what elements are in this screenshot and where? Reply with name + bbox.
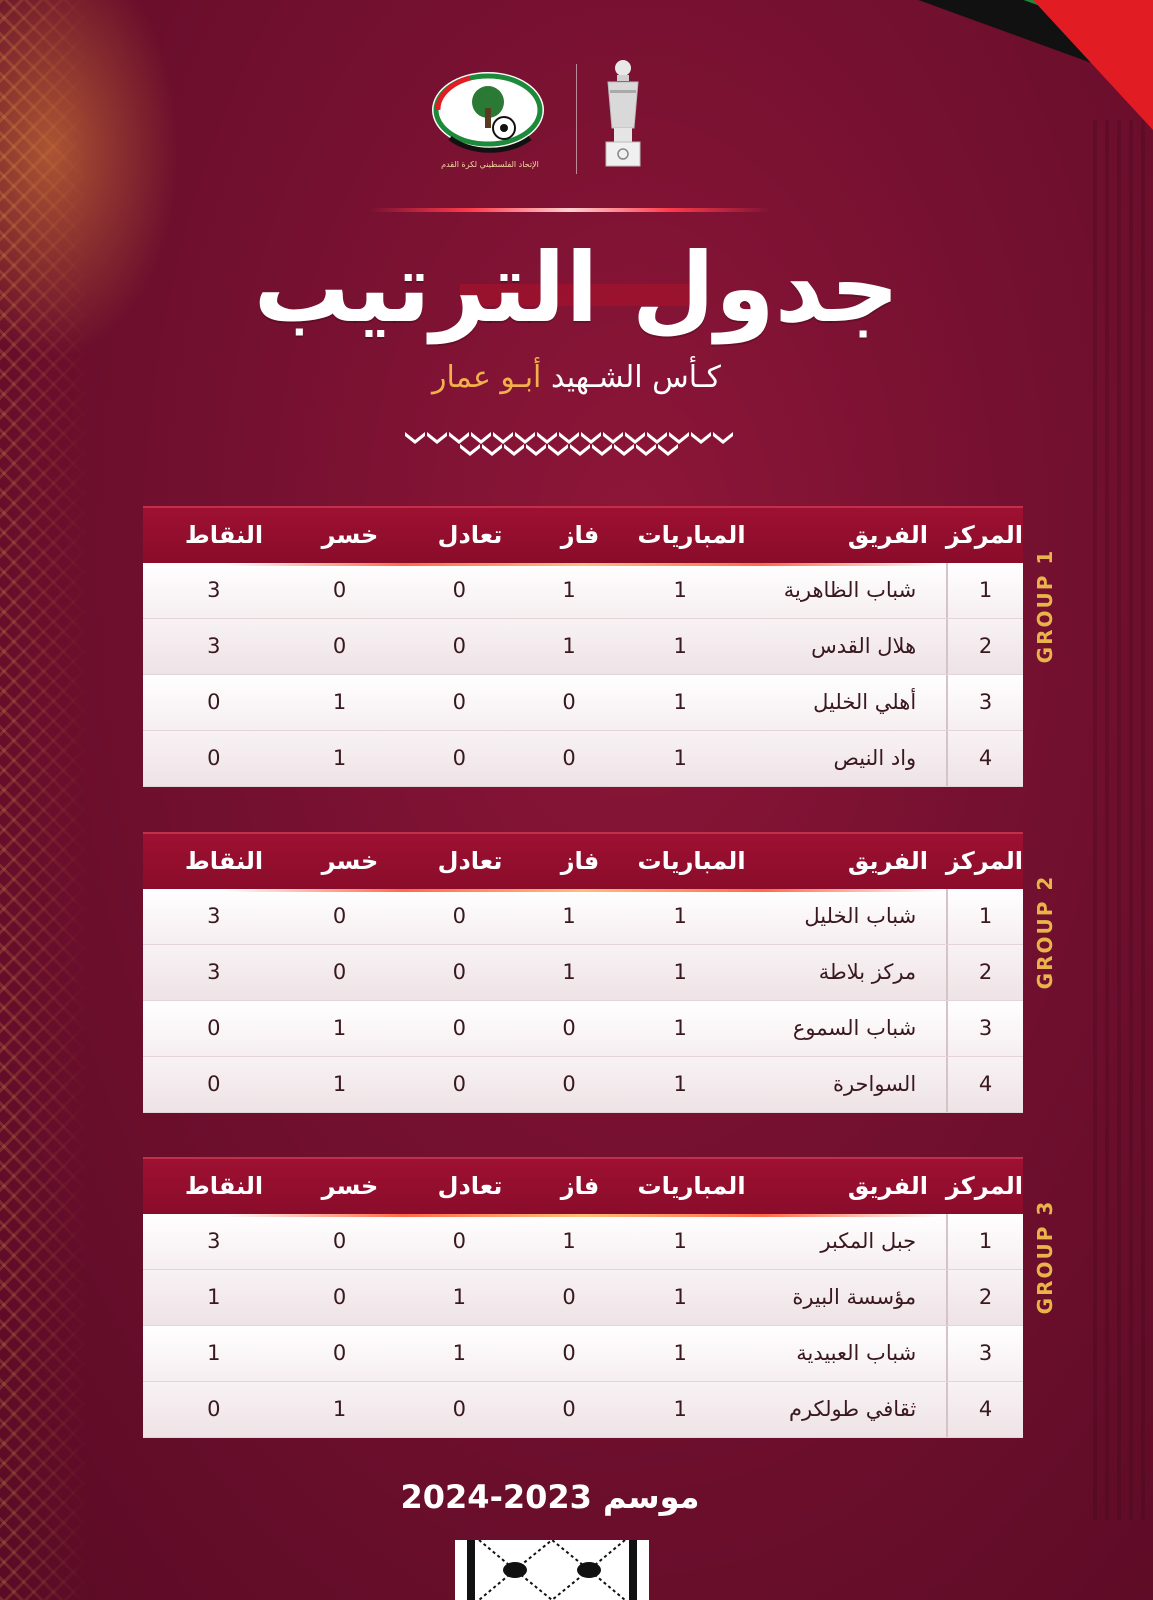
palestine-flag-decoration xyxy=(753,0,1153,150)
cell-won: 1 xyxy=(562,634,576,658)
cell-lost: 0 xyxy=(332,1285,347,1309)
cell-won: 0 xyxy=(562,1285,576,1309)
cell-team: شباب العبيدية xyxy=(796,1341,917,1365)
cell-lost: 1 xyxy=(332,1016,347,1040)
table-row xyxy=(143,563,1023,619)
cell-played: 1 xyxy=(673,690,687,714)
cell-pos: 1 xyxy=(946,889,1023,944)
cell-drawn: 0 xyxy=(452,1016,466,1040)
season-label: موسم 2023-2024 xyxy=(400,1478,700,1516)
cell-lost: 0 xyxy=(332,960,347,984)
subtitle-highlight: أبـو عمار xyxy=(432,360,542,395)
cell-team: مؤسسة البيرة xyxy=(792,1285,917,1309)
cell-points: 0 xyxy=(207,746,221,770)
col-won-header: فاز xyxy=(560,1172,600,1200)
cell-team: شباب الخليل xyxy=(804,904,917,928)
col-drawn-header: تعادل xyxy=(437,847,503,875)
col-drawn-header: تعادل xyxy=(437,521,503,549)
cell-lost: 0 xyxy=(332,634,347,658)
group-2-label: GROUP 2 xyxy=(1033,874,1057,990)
group-3-table xyxy=(143,1157,1023,1438)
col-won-header: فاز xyxy=(560,521,600,549)
cell-team: أهلي الخليل xyxy=(813,690,917,714)
logo-caption: الإتحاد الفلسطيني لكرة القدم xyxy=(441,160,539,169)
col-lost-header: خسر xyxy=(321,1172,379,1200)
cell-pos: 3 xyxy=(946,1001,1023,1056)
cell-pos: 2 xyxy=(946,619,1023,674)
group-2-table xyxy=(143,832,1023,1113)
col-team-header: الفريق xyxy=(847,521,928,549)
cell-played: 1 xyxy=(673,904,687,928)
cell-lost: 0 xyxy=(332,904,347,928)
col-pos-header: المركز xyxy=(945,847,1023,875)
cell-drawn: 0 xyxy=(452,1229,466,1253)
cell-won: 1 xyxy=(562,578,576,602)
cell-pos: 1 xyxy=(946,563,1023,618)
cell-won: 0 xyxy=(562,1072,576,1096)
cell-played: 1 xyxy=(673,1397,687,1421)
cell-points: 3 xyxy=(207,578,221,602)
cell-pos: 3 xyxy=(946,675,1023,730)
page-subtitle xyxy=(0,360,1153,395)
cell-played: 1 xyxy=(673,746,687,770)
cell-played: 1 xyxy=(673,1229,687,1253)
col-team-header: الفريق xyxy=(847,1172,928,1200)
cell-pos: 4 xyxy=(946,1057,1023,1112)
cell-pos: 3 xyxy=(946,1326,1023,1381)
cell-lost: 0 xyxy=(332,1341,347,1365)
group-1-table xyxy=(143,506,1023,787)
cell-played: 1 xyxy=(673,960,687,984)
cell-drawn: 0 xyxy=(452,690,466,714)
col-pos-header: المركز xyxy=(945,1172,1023,1200)
cell-drawn: 0 xyxy=(452,904,466,928)
table-header xyxy=(143,1157,1023,1214)
table-row xyxy=(143,1057,1023,1113)
cell-won: 0 xyxy=(562,1397,576,1421)
table-row xyxy=(143,619,1023,675)
col-drawn-header: تعادل xyxy=(437,1172,503,1200)
cell-team: شباب السموع xyxy=(792,1016,917,1040)
kufiya-pattern-icon xyxy=(455,1540,649,1600)
cell-lost: 1 xyxy=(332,746,347,770)
table-row xyxy=(143,731,1023,787)
table-row xyxy=(143,675,1023,731)
table-row xyxy=(143,1214,1023,1270)
cell-won: 1 xyxy=(562,1229,576,1253)
cell-pos: 2 xyxy=(946,945,1023,1000)
ornament-decoration xyxy=(405,430,745,460)
cell-won: 1 xyxy=(562,904,576,928)
cell-lost: 0 xyxy=(332,578,347,602)
cell-team: السواحرة xyxy=(832,1072,917,1096)
cell-team: هلال القدس xyxy=(811,634,917,658)
cell-won: 0 xyxy=(562,690,576,714)
table-header xyxy=(143,506,1023,563)
cell-drawn: 1 xyxy=(452,1341,466,1365)
cell-played: 1 xyxy=(673,1341,687,1365)
cell-won: 0 xyxy=(562,1016,576,1040)
cell-points: 0 xyxy=(207,1072,221,1096)
cell-pos: 4 xyxy=(946,1382,1023,1437)
col-played-header: المباريات xyxy=(637,521,746,549)
cell-won: 0 xyxy=(562,1341,576,1365)
col-points-header: النقاط xyxy=(184,521,264,549)
table-row xyxy=(143,1326,1023,1382)
table-body xyxy=(143,1214,1023,1438)
col-points-header: النقاط xyxy=(184,847,264,875)
cell-team: مركز بلاطة xyxy=(818,960,917,984)
cell-team: واد النيص xyxy=(833,746,917,770)
header-logos xyxy=(430,58,660,178)
table-header xyxy=(143,832,1023,889)
table-body xyxy=(143,889,1023,1113)
col-team-header: الفريق xyxy=(847,847,928,875)
cell-team: جبل المكبر xyxy=(820,1229,917,1253)
cell-lost: 1 xyxy=(332,1397,347,1421)
header-divider-line xyxy=(370,208,770,212)
cell-team: شباب الظاهرية xyxy=(783,578,917,602)
cell-points: 3 xyxy=(207,960,221,984)
cell-points: 3 xyxy=(207,904,221,928)
cell-points: 0 xyxy=(207,1016,221,1040)
cell-points: 0 xyxy=(207,1397,221,1421)
cell-played: 1 xyxy=(673,1285,687,1309)
subtitle-main: كـأس الشـهيد xyxy=(541,360,721,395)
col-played-header: المباريات xyxy=(637,847,746,875)
group-3-label: GROUP 3 xyxy=(1033,1199,1057,1315)
cell-lost: 1 xyxy=(332,1072,347,1096)
cell-won: 0 xyxy=(562,746,576,770)
trophy-icon xyxy=(598,58,648,176)
col-pos-header: المركز xyxy=(945,521,1023,549)
cell-drawn: 0 xyxy=(452,960,466,984)
cell-pos: 2 xyxy=(946,1270,1023,1325)
table-row xyxy=(143,1001,1023,1057)
cell-points: 3 xyxy=(207,1229,221,1253)
table-body xyxy=(143,563,1023,787)
cell-points: 3 xyxy=(207,634,221,658)
cell-lost: 0 xyxy=(332,1229,347,1253)
page-title: جدول الترتيب xyxy=(253,232,900,344)
cell-played: 1 xyxy=(673,1016,687,1040)
col-lost-header: خسر xyxy=(321,847,379,875)
cell-pos: 1 xyxy=(946,1214,1023,1269)
cell-points: 1 xyxy=(207,1285,221,1309)
cell-points: 1 xyxy=(207,1341,221,1365)
cell-played: 1 xyxy=(673,578,687,602)
col-points-header: النقاط xyxy=(184,1172,264,1200)
cell-drawn: 0 xyxy=(452,578,466,602)
table-row xyxy=(143,1382,1023,1438)
cell-drawn: 0 xyxy=(452,1397,466,1421)
cell-points: 0 xyxy=(207,690,221,714)
cell-lost: 1 xyxy=(332,690,347,714)
cell-drawn: 0 xyxy=(452,1072,466,1096)
cell-team: ثقافي طولكرم xyxy=(788,1397,917,1421)
cell-played: 1 xyxy=(673,1072,687,1096)
cell-pos: 4 xyxy=(946,731,1023,786)
col-lost-header: خسر xyxy=(321,521,379,549)
cell-drawn: 0 xyxy=(452,746,466,770)
col-played-header: المباريات xyxy=(637,1172,746,1200)
cell-drawn: 1 xyxy=(452,1285,466,1309)
logo-divider xyxy=(576,64,577,174)
col-won-header: فاز xyxy=(560,847,600,875)
table-row xyxy=(143,889,1023,945)
group-1-label: GROUP 1 xyxy=(1033,548,1057,664)
cell-drawn: 0 xyxy=(452,634,466,658)
pfa-logo-icon xyxy=(430,68,550,158)
cell-won: 1 xyxy=(562,960,576,984)
table-row xyxy=(143,945,1023,1001)
table-row xyxy=(143,1270,1023,1326)
cell-played: 1 xyxy=(673,634,687,658)
